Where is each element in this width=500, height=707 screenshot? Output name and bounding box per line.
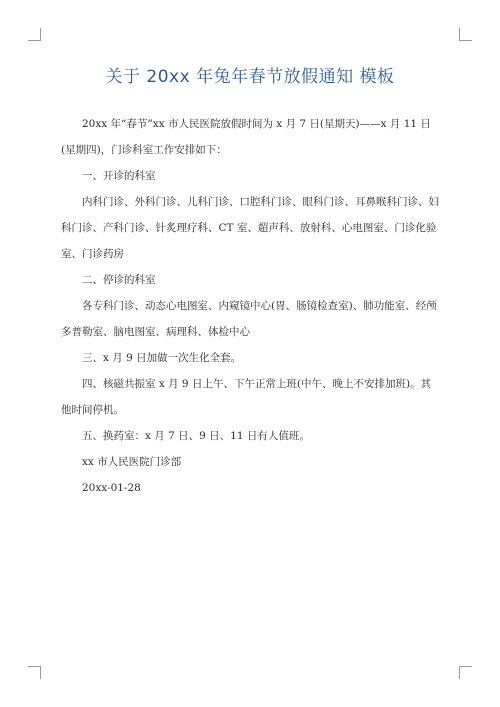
document-body bbox=[61, 111, 441, 501]
intro-paragraph: 20xx 年“春节”xx 市人民医院放假时间为 x 月 7 日(星期天)——x 月 11 日(星期四)，门诊科室工作安排如下： bbox=[61, 118, 431, 156]
signature-date: 20xx-01-28 bbox=[82, 482, 141, 494]
item-five: 五、换药室：x 月 7 日、9 日、11 日有人值班。 bbox=[82, 430, 310, 442]
corner-mark-bottom-right bbox=[459, 666, 472, 679]
closed-departments-list: 各专科门诊、动态心电图室、内窥镜中心(胃、肠镜检查室)、肺功能室、经颅多普勒室、脑电图室、病理科、体检中心 bbox=[61, 300, 437, 338]
corner-mark-bottom-left bbox=[28, 666, 41, 679]
signature-department: xx 市人民医院门诊部 bbox=[82, 456, 182, 468]
corner-mark-top-right bbox=[459, 28, 472, 41]
item-three: 三、x 月 9 日加做一次生化全套。 bbox=[82, 352, 242, 364]
open-departments-list: 内科门诊、外科门诊、儿科门诊、口腔科门诊、眼科门诊、耳鼻喉科门诊、妇科门诊、产科门诊、针炙理疗科、CT 室、超声科、放射科、心电图室、门诊化验室、门诊药房 bbox=[61, 196, 439, 260]
section-heading-open: 一、开诊的科室 bbox=[82, 170, 156, 182]
corner-mark-top-left bbox=[28, 28, 41, 41]
item-four: 四、核磁共振室 x 月 9 日上午、下午正常上班(中午、晚上不安排加班)。其他时间停机。 bbox=[61, 378, 432, 416]
document-title: 关于 20xx 年兔年春节放假通知 模板 bbox=[105, 67, 395, 87]
section-heading-closed: 二、停诊的科室 bbox=[82, 274, 156, 286]
